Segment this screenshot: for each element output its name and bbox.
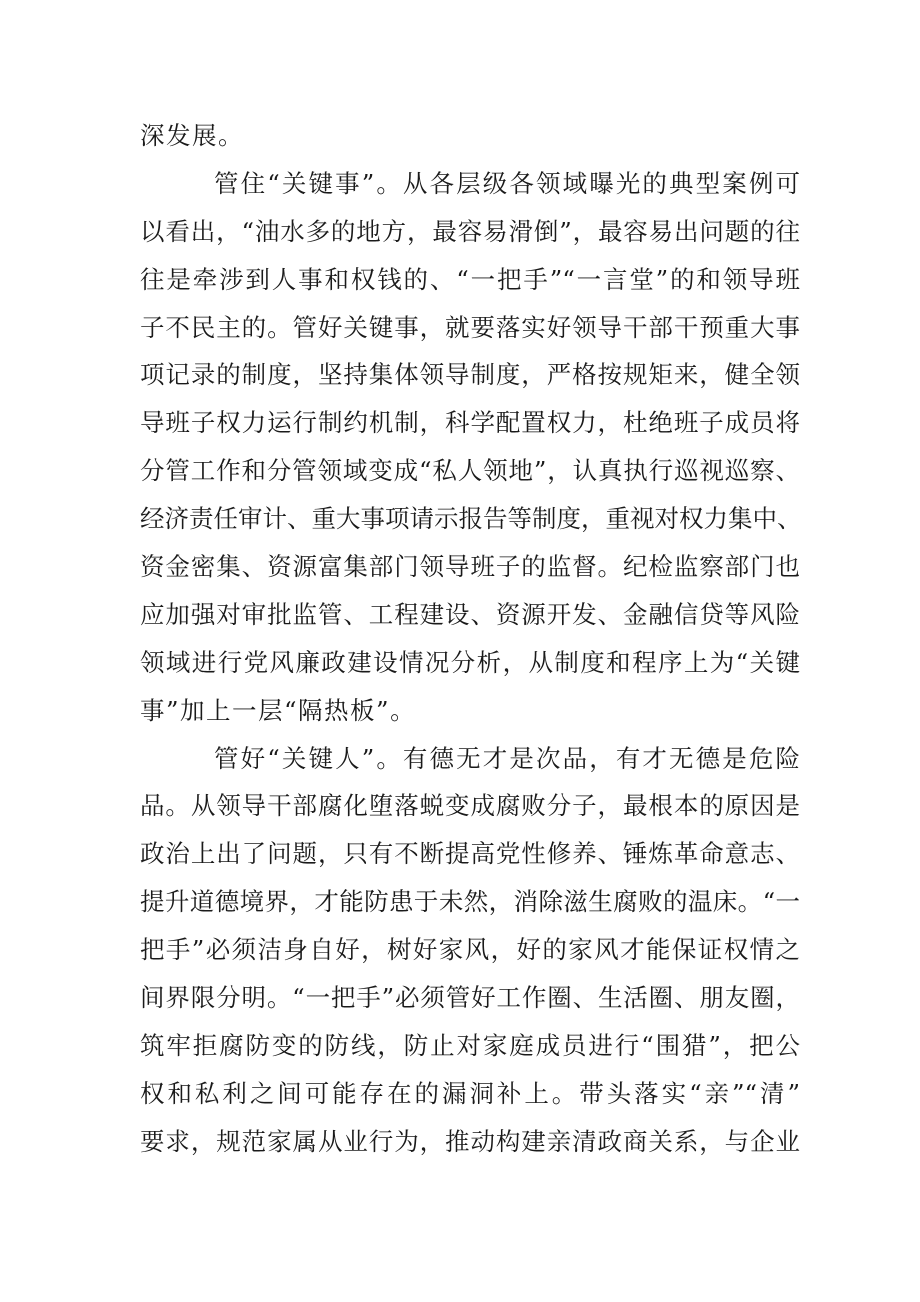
text-line: 导班子权力运行制约机制，科学配置权力，杜绝班子成员将 — [140, 408, 800, 438]
text-line: 把手”必须洁身自好，树好家风，好的家风才能保证权情之 — [140, 935, 800, 965]
text-line: 应加强对审批监管、工程建设、资源开发、金融信贷等风险 — [140, 599, 800, 629]
text-line: 深发展。 — [140, 121, 244, 150]
text-line: 事”加上一层“隔热板”。 — [140, 695, 417, 725]
text-line: 子不民主的。管好关键事，就要落实好领导干部干预重大事 — [140, 312, 800, 342]
text-line: 以看出，“油水多的地方，最容易滑倒”，最容易出问题的往 — [140, 216, 800, 246]
text-line: 资金密集、资源富集部门领导班子的监督。纪检监察部门也 — [140, 552, 800, 582]
text-line: 管好“关键人”。有德无才是次品，有才无德是危险 — [214, 743, 800, 773]
text-line: 要求，规范家属从业行为，推动构建亲清政商关系，与企业 — [140, 1126, 800, 1156]
text-line: 筑牢拒腐防变的防线，防止对家庭成员进行“围猎”，把公 — [140, 1030, 800, 1060]
text-line: 政治上出了问题，只有不断提高党性修养、锤炼革命意志、 — [140, 839, 800, 869]
text-line: 分管工作和分管领域变成“私人领地”，认真执行巡视巡察、 — [140, 456, 800, 486]
text-line: 间界限分明。“一把手”必须管好工作圈、生活圈、朋友圈， — [140, 983, 800, 1013]
text-line: 提升道德境界，才能防患于未然，消除滋生腐败的温床。“一 — [140, 887, 800, 917]
text-line: 往是牵涉到人事和权钱的、“一把手”“一言堂”的和领导班 — [140, 264, 800, 294]
text-line: 品。从领导干部腐化堕落蜕变成腐败分子，最根本的原因是 — [140, 791, 800, 821]
text-line: 项记录的制度，坚持集体领导制度，严格按规矩来，健全领 — [140, 360, 800, 390]
text-line: 权和私利之间可能存在的漏洞补上。带头落实“亲”“清” — [140, 1078, 800, 1108]
text-line: 领域进行党风廉政建设情况分析，从制度和程序上为“关键 — [140, 647, 800, 677]
text-line: 管住“关键事”。从各层级各领域曝光的典型案例可 — [214, 168, 800, 198]
text-line: 经济责任审计、重大事项请示报告等制度，重视对权力集中、 — [140, 504, 802, 534]
document-body — [140, 112, 800, 1166]
